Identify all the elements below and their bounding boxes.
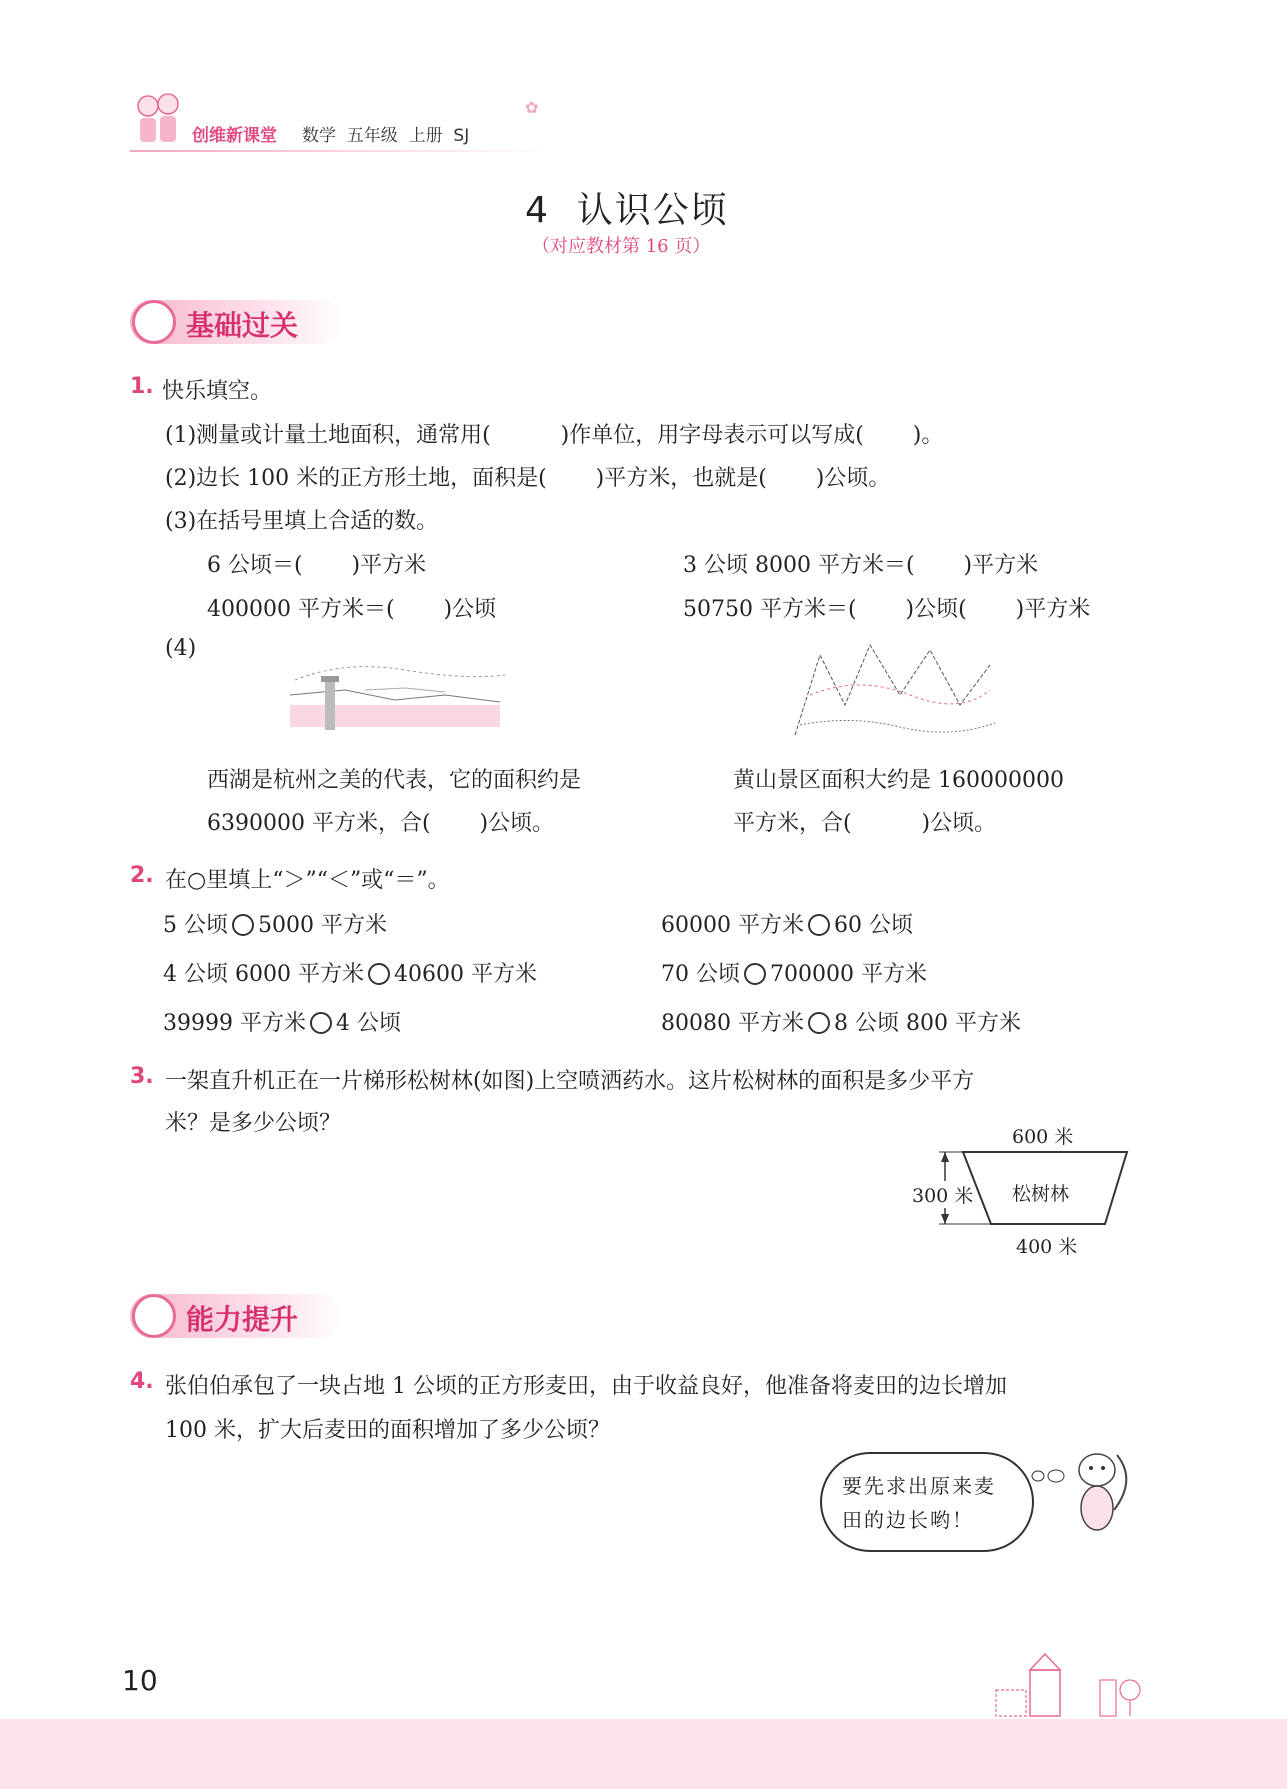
q2-item-3	[163, 957, 537, 988]
q2-item-left: 60000 平方米	[661, 913, 804, 938]
q1-part4b-line2: 平方米，合( )公顷。	[733, 811, 997, 836]
q3-line2: 米？是多少公顷？	[165, 1111, 342, 1136]
q2-item-right: 4 公顷	[335, 1011, 401, 1036]
footer-band	[0, 1719, 1287, 1789]
q4-line2: 100 米，扩大后麦田的面积增加了多少公顷？	[165, 1418, 610, 1443]
compare-circle[interactable]	[310, 1012, 332, 1034]
mascot-icon	[132, 300, 176, 344]
flower-icon: ✿	[525, 98, 539, 117]
mascot-icon	[132, 1294, 176, 1338]
q1-part4b-line1: 黄山景区面积大约是 160000000	[733, 768, 1064, 793]
squirrel-mascot-icon	[1062, 1440, 1132, 1544]
compare-circle[interactable]	[368, 963, 390, 985]
brand-name: 创维新课堂	[192, 126, 277, 146]
q3-number: 3.	[130, 1064, 154, 1089]
q1-part3a: 6 公顷＝( )平方米	[207, 553, 427, 578]
q3-line1: 一架直升机正在一片梯形松树林(如图)上空喷洒药水。这片松树林的面积是多少平方	[165, 1069, 975, 1094]
q2-item-right: 5000 平方米	[258, 913, 387, 938]
q2-item-4	[661, 957, 927, 988]
page-number: 10	[122, 1664, 158, 1697]
q1-part2: (2)边长 100 米的正方形土地，面积是( )平方米，也就是( )公顷。	[165, 466, 891, 491]
q2-item-left: 5 公顷	[163, 913, 228, 938]
compare-circle[interactable]	[808, 914, 830, 936]
west-lake-image	[285, 640, 510, 740]
compare-circle[interactable]	[808, 1012, 830, 1034]
compare-circle[interactable]	[232, 914, 254, 936]
q1-part3b: 3 公顷 8000 平方米＝( )平方米	[683, 553, 1039, 578]
q2-item-right: 40600 平方米	[393, 962, 537, 987]
hint-line1: 要先求出原来麦	[842, 1474, 996, 1498]
q2-item-2	[661, 908, 913, 939]
section-advanced	[130, 1294, 344, 1338]
q1-part3: (3)在括号里填上合适的数。	[165, 509, 439, 534]
q2-item-6	[661, 1006, 1021, 1037]
q4-line1: 张伯伯承包了一块占地 1 公顷的正方形麦田，由于收益良好，他准备将麦田的边长增加	[165, 1374, 1007, 1399]
page-title: 4 认识公顷	[525, 190, 729, 231]
hint-line2: 田的边长哟！	[842, 1508, 974, 1532]
q1-part4a-line2: 6390000 平方米，合( )公顷。	[207, 811, 555, 836]
q2-item-1	[163, 908, 387, 939]
header-subject: 数学 五年级 上册 SJ	[302, 126, 470, 146]
q1-part4: (4)	[165, 636, 197, 661]
trapezoid-top-label: 600 米	[1012, 1126, 1074, 1148]
trapezoid-bottom-label: 400 米	[1016, 1236, 1078, 1258]
q2-item-left: 80080 平方米	[661, 1011, 804, 1036]
trapezoid-height-label: 300 米	[912, 1181, 973, 1208]
q1-part3d: 50750 平方米＝( )公顷( )平方米	[683, 597, 1091, 622]
q2-text: 在○里填上“＞”“＜”或“＝”。	[165, 868, 450, 893]
q2-item-left: 39999 平方米	[163, 1011, 306, 1036]
section-basic-label: 基础过关	[186, 309, 299, 342]
hint-bubble	[820, 1452, 1034, 1552]
header-rule	[130, 150, 550, 152]
q2-item-left: 4 公顷 6000 平方米	[163, 962, 364, 987]
q2-item-right: 8 公顷 800 平方米	[833, 1011, 1021, 1036]
q1-number: 1.	[130, 374, 154, 399]
section-basic	[130, 300, 344, 344]
q2-item-right: 60 公顷	[833, 913, 913, 938]
section-advanced-label: 能力提升	[186, 1303, 299, 1336]
q1-part3c: 400000 平方米＝( )公顷	[207, 597, 497, 622]
compare-circle[interactable]	[744, 963, 766, 985]
castle-icon	[990, 1650, 1160, 1722]
q1-text: 快乐填空。	[162, 379, 273, 404]
huangshan-image	[790, 635, 1000, 745]
q1-part1: (1)测量或计量土地面积，通常用( )作单位，用字母表示可以写成( )。	[165, 423, 944, 448]
q2-item-5	[163, 1006, 401, 1037]
page-subtitle: （对应教材第 16 页）	[532, 236, 711, 257]
header-logo	[130, 90, 186, 150]
kids-logo-icon	[130, 90, 186, 150]
q2-item-left: 70 公顷	[661, 962, 740, 987]
q1-part4a-line1: 西湖是杭州之美的代表，它的面积约是	[207, 768, 582, 793]
trapezoid-center-label: 松树林	[1012, 1183, 1070, 1205]
q2-number: 2.	[130, 863, 154, 888]
q2-item-right: 700000 平方米	[770, 962, 927, 987]
q4-number: 4.	[130, 1369, 154, 1394]
